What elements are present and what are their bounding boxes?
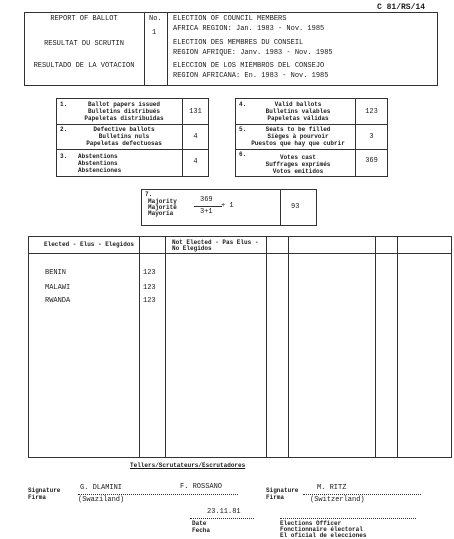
teller-3-country: (Switzerland) [310, 496, 365, 504]
teller-1-name: G. DLAMINI [80, 484, 123, 492]
majority-number: 7. [145, 191, 153, 198]
stat-1-value: 131 [189, 108, 202, 116]
signature-label-1: Signature [28, 487, 61, 494]
officer-label-fr: Fonctionnaire électoral [280, 526, 363, 533]
majority-label-en: Majority [148, 198, 177, 205]
election-period-en: AFRICA REGION: Jan. 1983 - Nov. 1985 [173, 25, 325, 33]
officer-signature-line [280, 518, 416, 519]
fecha-label: Fecha [192, 527, 211, 534]
fraction-bar [194, 206, 222, 207]
date-value: 23.11.81 [207, 508, 241, 516]
stat-2-label-en: Defective ballots [93, 126, 155, 133]
elected-name-1: BENIN [45, 269, 67, 277]
stat-6-label-es: Votos emitidos [272, 168, 324, 175]
stat-1-number: 1. [60, 101, 68, 108]
stat-6-label-en: Votes cast [279, 154, 316, 161]
ballot-number-value: 1 [152, 29, 157, 37]
teller-1-signature-line [78, 494, 238, 495]
stat-5-label-es: Puestos que hay que cubrir [251, 140, 345, 147]
election-title-es: ELECCION DE LOS MIEMBROS DEL CONSEJO [173, 62, 325, 70]
stat-6-label-fr: Suffrages exprimés [265, 161, 331, 168]
officer-label-en: Elections Officer [280, 520, 342, 527]
report-label-en: REPORT OF BALLOT [50, 15, 118, 23]
not-elected-header-line1: Not Elected - Pas Elus - [172, 239, 259, 246]
stat-5-label-en: Seats to be filled [265, 126, 331, 133]
election-period-es: REGION AFRICANA: En. 1983 - Nov. 1985 [173, 72, 329, 80]
stat-1-label-fr: Bulletins distribués [87, 108, 160, 115]
stat-2-label-fr: Bulletins nuls [98, 133, 150, 140]
firma-label-2: Firma [266, 494, 285, 501]
stat-4-label-es: Papeletas válidas [267, 115, 329, 122]
stat-4-value: 123 [365, 108, 378, 116]
election-title-en: ELECTION OF COUNCIL MEMBERS [173, 15, 287, 23]
stat-3-label-en: Abstentions [78, 153, 118, 160]
stat-5-label-fr: Sièges à pourvoir [267, 133, 329, 140]
teller-3-signature-line [303, 494, 421, 495]
stat-4-number: 4. [239, 101, 247, 108]
ballot-number-label: No. [149, 15, 162, 23]
stat-5-value: 3 [369, 133, 374, 141]
elected-votes-3: 123 [143, 297, 156, 305]
majority-label-fr: Majorité [148, 204, 177, 211]
teller-1-country: (Swaziland) [78, 496, 125, 504]
signature-label-2: Signature [266, 487, 299, 494]
stat-4-label-en: Valid ballots [274, 101, 322, 108]
stat-1-label-es: Papeletas distribuidas [84, 115, 164, 122]
majority-denominator: 3+1 [200, 208, 213, 216]
document-reference: C 81/RS/14 [377, 3, 426, 12]
results-table [28, 236, 452, 458]
report-label-fr: RESULTAT DU SCRUTIN [44, 40, 124, 48]
stat-6-value: 369 [365, 157, 378, 165]
stat-2-value: 4 [193, 133, 198, 141]
elected-header: Elected - Elus - Elegidos [44, 241, 135, 248]
report-label-es: RESULTADO DE LA VOTACION [33, 62, 135, 70]
stat-3-value: 4 [193, 158, 198, 166]
date-label: Date [192, 520, 207, 527]
stat-2-label-es: Papeletas defectuosas [86, 140, 162, 147]
election-period-fr: REGION AFRIQUE: Janv. 1983 - Nov. 1985 [173, 49, 333, 57]
stat-1-label-en: Ballot papers issued [87, 101, 160, 108]
majority-label-es: Mayoría [148, 210, 174, 217]
stat-6-number: 6. [239, 151, 247, 158]
teller-3-name: M. RITZ [317, 484, 347, 492]
firma-label-1: Firma [28, 494, 47, 501]
elected-votes-1: 123 [143, 269, 156, 277]
stat-4-label-fr: Bulletins valables [265, 108, 331, 115]
majority-numerator: 369 [200, 196, 213, 204]
teller-2-name: F. ROSSANO [180, 483, 223, 491]
elected-name-3: RWANDA [45, 297, 71, 305]
stat-3-label-es: Abstenciones [78, 167, 122, 174]
stat-3-number: 3. [60, 153, 68, 160]
stat-5-number: 5. [239, 126, 247, 133]
date-line [190, 518, 254, 519]
majority-plus-one: + 1 [221, 202, 234, 210]
majority-value: 93 [291, 203, 300, 211]
not-elected-header-line2: No Elegidos [172, 245, 212, 252]
election-title-fr: ELECTION DES MEMBRES DU CONSEIL [173, 39, 304, 47]
stat-3-label-fr: Abstentions [78, 160, 118, 167]
elected-votes-2: 123 [143, 284, 156, 292]
elected-name-2: MALAWI [45, 284, 71, 292]
tellers-title: Tellers/Scrutateurs/Escrutadores [130, 462, 246, 469]
officer-label-es: El oficial de elecciones [280, 532, 367, 539]
stat-2-number: 2. [60, 126, 68, 133]
